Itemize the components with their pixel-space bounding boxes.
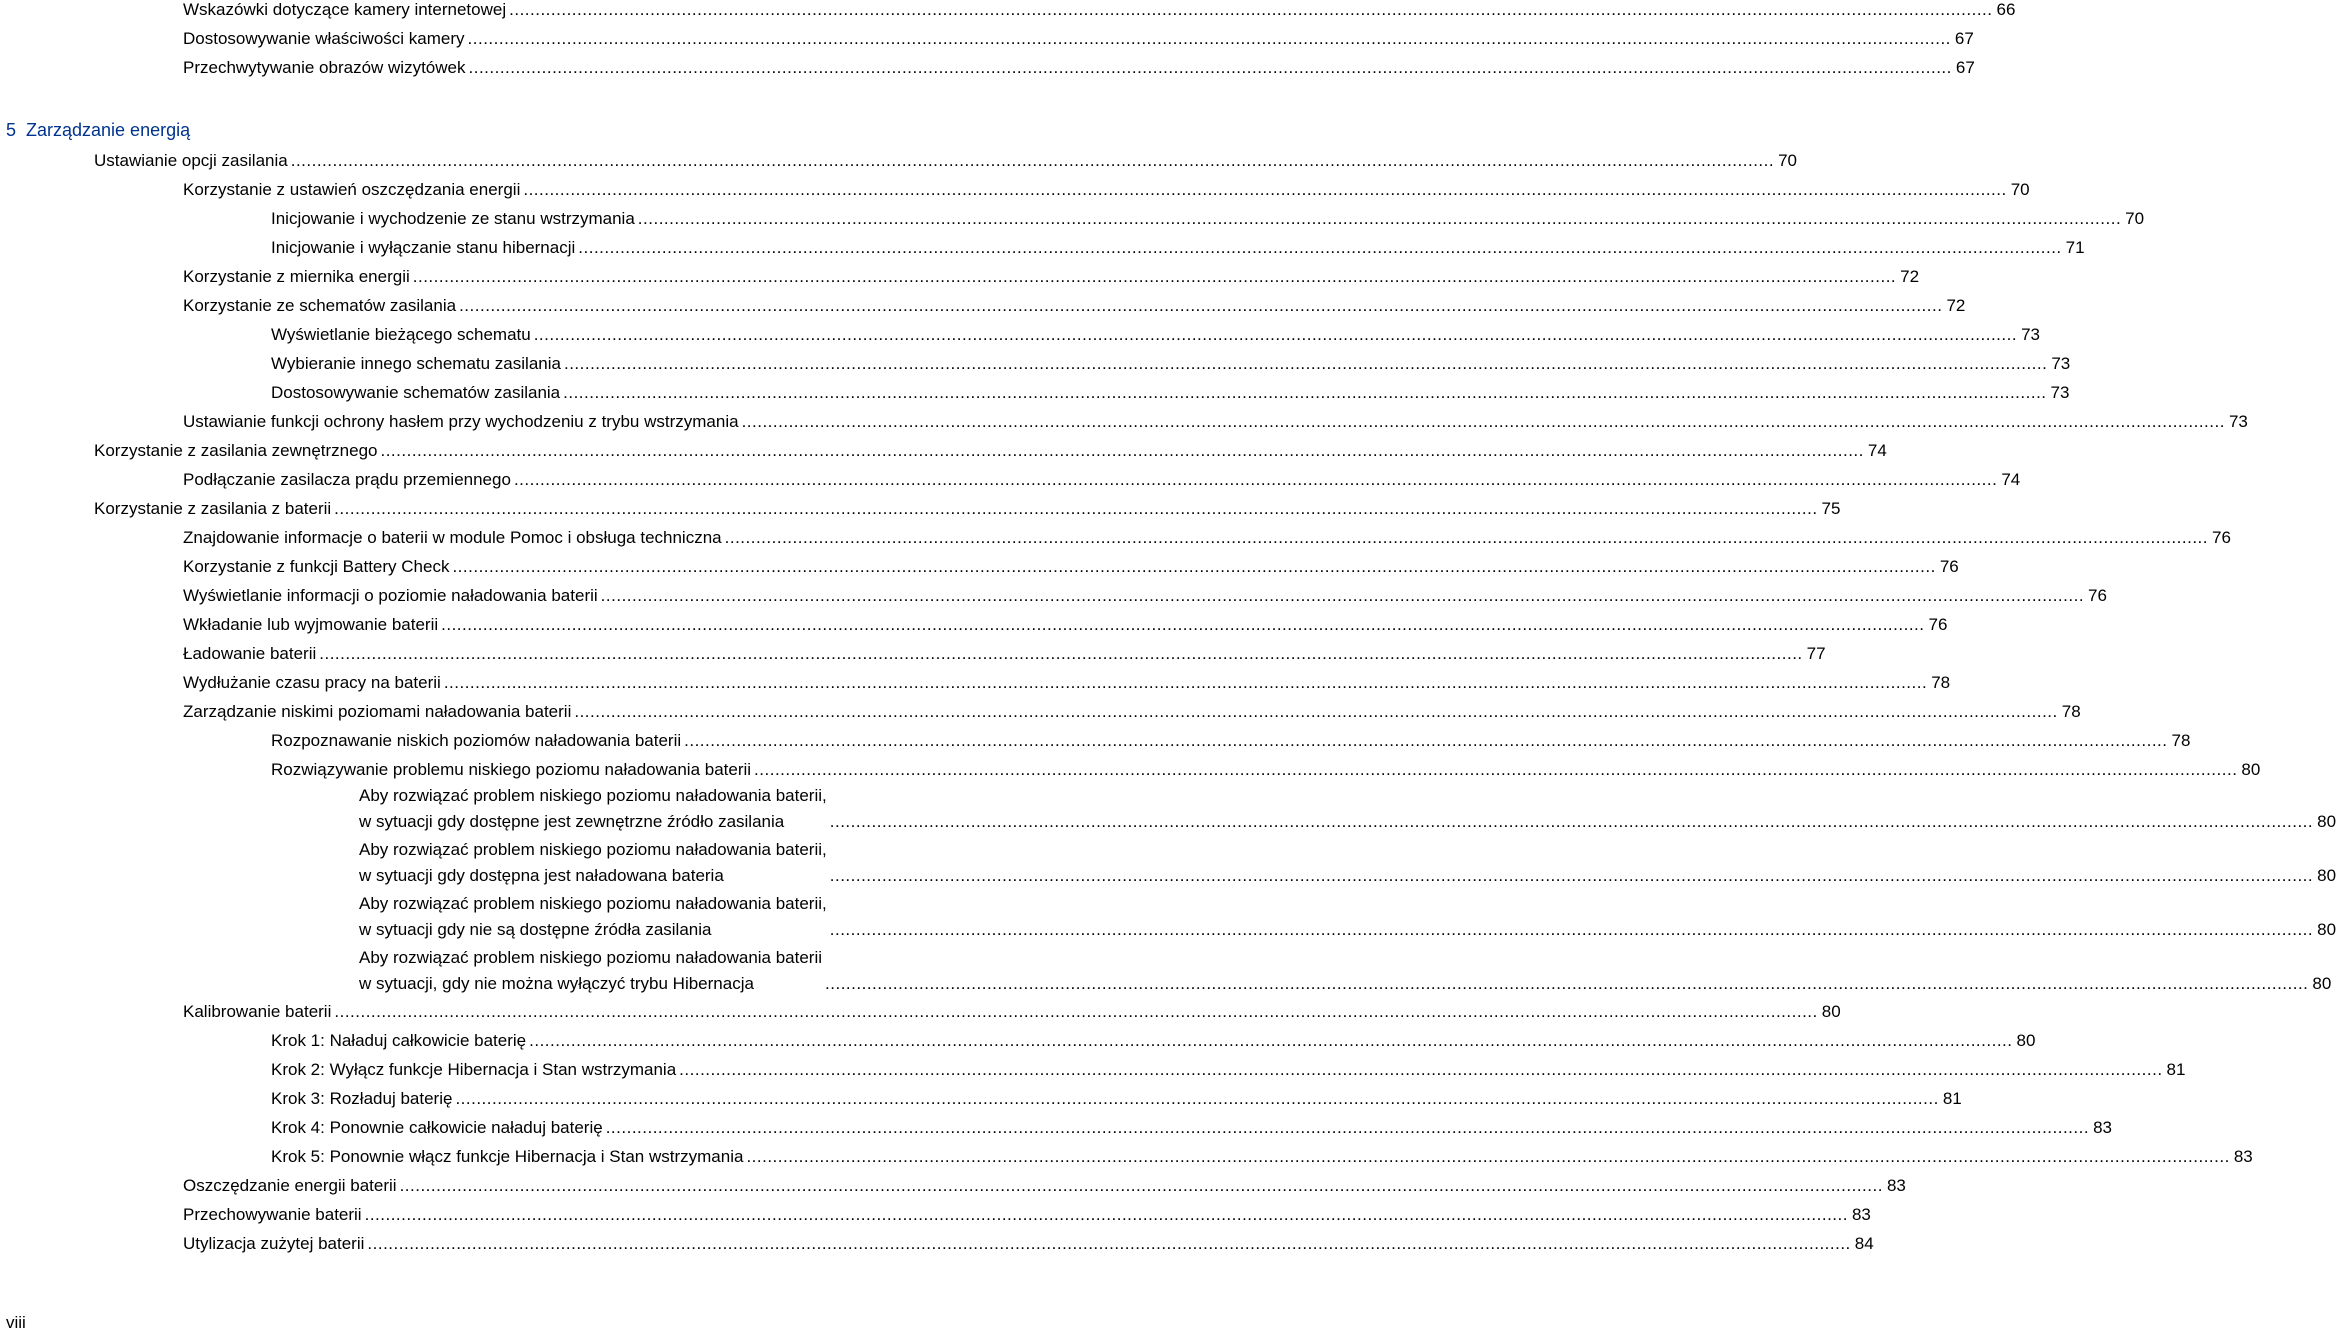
toc-entry[interactable] (183, 1234, 1874, 1254)
toc-entry[interactable] (183, 644, 1826, 664)
toc-leader-dots (468, 29, 1951, 49)
toc-entry[interactable] (271, 1031, 2036, 1051)
toc-entry[interactable] (183, 180, 2030, 200)
toc-entry[interactable] (183, 58, 1975, 78)
toc-entry-page: 83 (2093, 1118, 2112, 1137)
toc-entry-title: Wyświetlanie informacji o poziomie naładowania baterii (183, 586, 598, 605)
toc-leader-dots (725, 528, 2208, 548)
toc-entry-page: 73 (2050, 383, 2070, 402)
toc-entry[interactable] (271, 1060, 2186, 1080)
toc-entry[interactable] (183, 296, 1966, 316)
toc-leader-dots (441, 615, 1924, 635)
toc-entry[interactable] (359, 945, 2332, 997)
toc-leader-dots (606, 1118, 2089, 1138)
toc-entry[interactable] (183, 267, 1920, 287)
toc-entry[interactable] (183, 702, 2081, 722)
toc-entry[interactable] (183, 615, 1948, 635)
toc-entry-title: Inicjowanie i wychodzenie ze stanu wstrzymania (271, 209, 635, 228)
toc-leader-dots (746, 1147, 2229, 1167)
toc-leader-dots (679, 1060, 2162, 1080)
toc-entry-page: 71 (2065, 238, 2085, 257)
toc-entry-page: 67 (1954, 29, 1974, 48)
toc-entry[interactable] (271, 1118, 2112, 1138)
toc-leader-dots (334, 499, 1817, 519)
toc-entry[interactable] (183, 29, 1974, 49)
toc-entry-title: Krok 1: Naładuj całkowicie baterię (271, 1031, 527, 1050)
toc-entry-page: 72 (1900, 267, 1920, 286)
toc-entry-page: 84 (1854, 1234, 1874, 1253)
toc-entry[interactable] (94, 151, 1798, 171)
toc-entry-title-line1: Aby rozwiązać problem niskiego poziomu naładowania baterii, (359, 840, 827, 859)
toc-entry[interactable] (183, 0, 2016, 20)
chapter-title: Zarządzanie energią (26, 120, 191, 140)
toc-entry-title-line1: Aby rozwiązać problem niskiego poziomu naładowania baterii (359, 948, 823, 967)
toc-entry-title: Wydłużanie czasu pracy na baterii (183, 673, 441, 692)
toc-entry-page: 80 (2317, 920, 2336, 939)
toc-entry[interactable] (183, 673, 1951, 693)
toc-entry[interactable] (183, 1176, 1906, 1196)
toc-entry-title: Rozwiązywanie problemu niskiego poziomu naładowania baterii (271, 760, 752, 779)
toc-entry-page: 80 (2317, 812, 2336, 831)
toc-leader-dots (574, 702, 2057, 722)
toc-leader-dots (638, 209, 2121, 229)
toc-leader-dots (509, 0, 1992, 20)
toc-entry[interactable] (359, 783, 2336, 835)
toc-entry[interactable] (359, 891, 2336, 943)
toc-entry-page: 67 (1955, 58, 1975, 77)
toc-entry-title (359, 783, 827, 835)
toc-entry[interactable] (183, 528, 2231, 548)
toc-entry[interactable] (271, 1089, 1962, 1109)
toc-leader-dots (534, 325, 2017, 345)
toc-entry-page: 78 (1931, 673, 1951, 692)
toc-entry-title: Korzystanie z zasilania zewnętrznego (94, 441, 378, 460)
toc-leader-dots (523, 180, 2006, 200)
toc-entry-title (359, 945, 822, 997)
toc-entry-title: Przechwytywanie obrazów wizytówek (183, 58, 466, 77)
toc-leader-dots (400, 1176, 1883, 1196)
toc-entry-title-line2: w sytuacji, gdy nie można wyłączyć trybu Hibernacja (359, 974, 754, 993)
toc-entry-title: Korzystanie z zasilania z baterii (94, 499, 332, 518)
toc-entry-page: 73 (2228, 412, 2248, 431)
toc-entry-title: Oszczędzanie energii baterii (183, 1176, 397, 1195)
toc-entry-title: Utylizacja zużytej baterii (183, 1234, 365, 1253)
toc-entry-title: Wskazówki dotyczące kamery internetowej (183, 0, 507, 19)
toc-entry-title: Krok 2: Wyłącz funkcje Hibernacja i Stan wstrzymania (271, 1060, 677, 1079)
toc-entry-title: Ładowanie baterii (183, 644, 317, 663)
toc-leader-dots (564, 354, 2047, 374)
toc-entry[interactable] (183, 586, 2107, 606)
toc-entry-page: 76 (1939, 557, 1959, 576)
toc-entry-title: Ustawianie funkcji ochrony hasłem przy wychodzeniu z trybu wstrzymania (183, 412, 739, 431)
toc-entry[interactable] (359, 837, 2336, 889)
toc-entry-page: 76 (1928, 615, 1948, 634)
toc-leader-dots (514, 470, 1997, 490)
toc-entry[interactable] (183, 470, 2021, 490)
toc-entry[interactable] (271, 354, 2071, 374)
toc-entry-page: 72 (1946, 296, 1966, 315)
toc-entry-title: Wybieranie innego schematu zasilania (271, 354, 561, 373)
toc-leader-dots (469, 58, 1952, 78)
toc-entry-page: 83 (1851, 1205, 1871, 1224)
toc-entry[interactable] (271, 1147, 2253, 1167)
toc-entry-title: Krok 4: Ponownie całkowicie naładuj baterię (271, 1118, 603, 1137)
toc-entry-page: 80 (2016, 1031, 2036, 1050)
toc-entry-title: Korzystanie z funkcji Battery Check (183, 557, 450, 576)
toc-entry-title: Wkładanie lub wyjmowanie baterii (183, 615, 439, 634)
toc-leader-dots (830, 809, 2313, 835)
toc-entry-page: 83 (2233, 1147, 2253, 1166)
toc-leader-dots (380, 441, 1863, 461)
toc-entry-page: 81 (1942, 1089, 1962, 1108)
toc-entry-page: 76 (2088, 586, 2107, 605)
toc-entry-page: 70 (2125, 209, 2145, 228)
toc-entry-page: 70 (1778, 151, 1798, 170)
toc-leader-dots (452, 557, 1935, 577)
toc-entry-title: Przechowywanie baterii (183, 1205, 362, 1224)
toc-leader-dots (459, 296, 1942, 316)
toc-entry[interactable] (94, 499, 1841, 519)
toc-entry[interactable] (271, 760, 2261, 780)
toc-entry[interactable] (183, 1205, 1871, 1225)
chapter-number: 5 (6, 120, 17, 140)
toc-leader-dots (825, 971, 2308, 997)
toc-entry[interactable] (271, 238, 2085, 258)
toc-entry-page: 74 (2001, 470, 2021, 489)
toc-entry-title: Korzystanie z ustawień oszczędzania energii (183, 180, 521, 199)
toc-entry-title: Podłączanie zasilacza prądu przemiennego (183, 470, 511, 489)
toc-entry-title: Krok 3: Rozładuj baterię (271, 1089, 453, 1108)
toc-entry[interactable] (183, 412, 2248, 432)
toc-entry-title (359, 837, 827, 889)
toc-entry-title: Zarządzanie niskimi poziomami naładowania baterii (183, 702, 572, 721)
toc-entry-title: Dostosowywanie właściwości kamery (183, 29, 465, 48)
toc-entry-title-line2: w sytuacji gdy nie są dostępne źródła zasilania (359, 920, 712, 939)
toc-entry-title: Kalibrowanie baterii (183, 1002, 332, 1021)
toc-entry-page: 80 (1821, 1002, 1841, 1021)
toc-leader-dots (365, 1205, 1848, 1225)
toc-entry-page: 75 (1821, 499, 1841, 518)
toc-leader-dots (578, 238, 2061, 258)
toc-entry[interactable] (271, 731, 2191, 751)
toc-entry-title (359, 891, 827, 943)
toc-entry-title: Wyświetlanie bieżącego schematu (271, 325, 531, 344)
toc-entry-page: 80 (2312, 974, 2332, 993)
toc-entry-title: Dostosowywanie schematów zasilania (271, 383, 561, 402)
toc-leader-dots (754, 760, 2237, 780)
chapter-heading[interactable] (6, 119, 190, 141)
toc-leader-dots (444, 673, 1927, 693)
toc-entry-title: Rozpoznawanie niskich poziomów naładowania baterii (271, 731, 682, 750)
toc-entry-title: Inicjowanie i wyłączanie stanu hibernacji (271, 238, 576, 257)
toc-entry-title: Korzystanie ze schematów zasilania (183, 296, 457, 315)
toc-entry-title: Korzystanie z miernika energii (183, 267, 410, 286)
toc-entry-title: Krok 5: Ponownie włącz funkcje Hibernacja i Stan wstrzymania (271, 1147, 744, 1166)
toc-entry-title-line1: Aby rozwiązać problem niskiego poziomu naładowania baterii, (359, 894, 827, 913)
toc-entry-page: 73 (2051, 354, 2071, 373)
toc-entry[interactable] (271, 209, 2145, 229)
toc-leader-dots (291, 151, 1774, 171)
toc-leader-dots (830, 917, 2313, 943)
toc-entry-page: 70 (2010, 180, 2030, 199)
toc-leader-dots (413, 267, 1896, 287)
toc-leader-dots (529, 1031, 2012, 1051)
toc-leader-dots (455, 1089, 1938, 1109)
toc-entry-title-line2: w sytuacji gdy dostępna jest naładowana bateria (359, 866, 724, 885)
toc-leader-dots (563, 383, 2046, 403)
toc-entry-page: 76 (2212, 528, 2231, 547)
page-number-footer: viii (6, 1313, 26, 1332)
toc-entry[interactable] (183, 1002, 1841, 1022)
toc-entry-page: 80 (2241, 760, 2261, 779)
toc-entry-page: 78 (2061, 702, 2081, 721)
toc-entry-page: 81 (2166, 1060, 2186, 1079)
toc-leader-dots (334, 1002, 1817, 1022)
toc-entry-page: 78 (2171, 731, 2191, 750)
toc-entry-title: Znajdowanie informacje o baterii w module Pomoc i obsługa techniczna (183, 528, 722, 547)
toc-entry-title-line1: Aby rozwiązać problem niskiego poziomu naładowania baterii, (359, 786, 827, 805)
toc-entry[interactable] (183, 557, 1959, 577)
toc-entry-page: 77 (1806, 644, 1826, 663)
toc-leader-dots (742, 412, 2225, 432)
toc-leader-dots (830, 863, 2313, 889)
toc-entry-page: 66 (1996, 0, 2016, 19)
toc-entry-title-line2: w sytuacji gdy dostępne jest zewnętrzne źródło zasilania (359, 812, 785, 831)
toc-entry-page: 83 (1886, 1176, 1906, 1195)
toc-leader-dots (367, 1234, 1850, 1254)
toc-entry-page: 73 (2021, 325, 2040, 344)
toc-entry[interactable] (271, 325, 2040, 345)
toc-leader-dots (684, 731, 2167, 751)
toc-entry-page: 80 (2317, 866, 2336, 885)
toc-leader-dots (601, 586, 2084, 606)
toc-entry-title: Ustawianie opcji zasilania (94, 151, 288, 170)
toc-entry-page: 74 (1867, 441, 1887, 460)
toc-leader-dots (319, 644, 1802, 664)
toc-entry[interactable] (271, 383, 2070, 403)
toc-entry[interactable] (94, 441, 1887, 461)
